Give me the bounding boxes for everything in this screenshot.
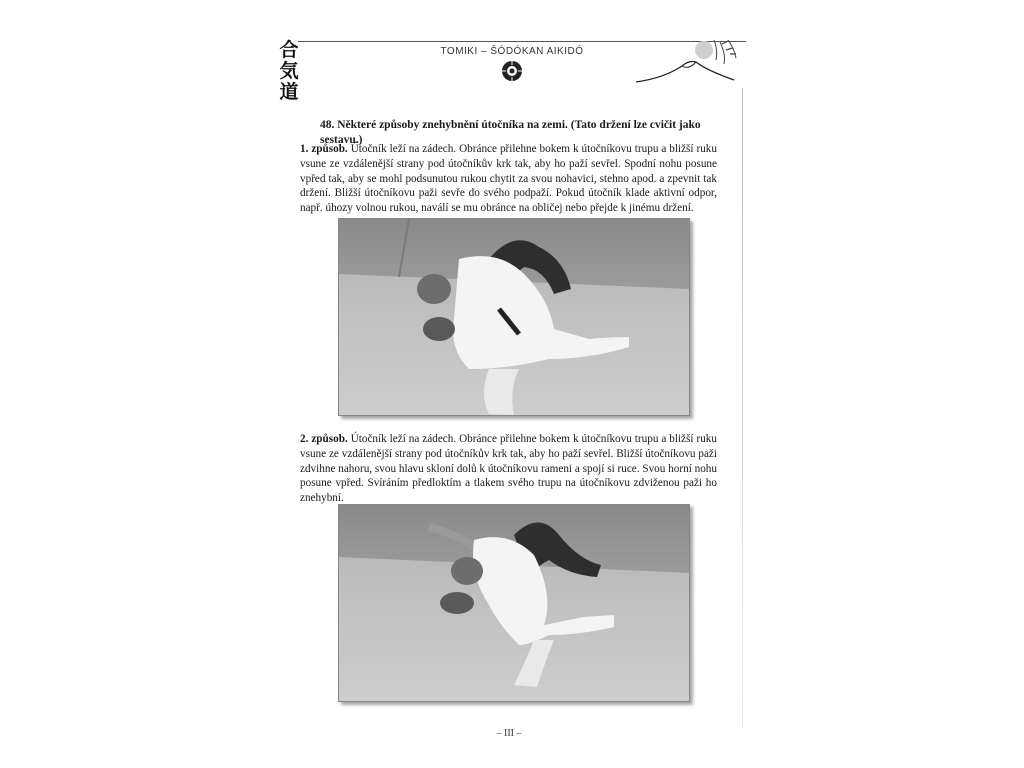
hold-photo-illustration <box>339 219 689 415</box>
method-1-label: 1. způsob. <box>300 143 348 155</box>
method-1-paragraph <box>300 142 717 216</box>
page-edge-rule <box>742 88 743 728</box>
method-2-label: 2. způsob. <box>300 433 348 445</box>
method-2-text: Útočník leží na zádech. Obránce přilehne bokem k útočníkovu trupu a bližší ruku vsune ze vzdálenější strany pod útočníkův krk tak, aby ho paží sevřel. Bližší útočníkovu paži zdvihne nahoru, svou hlavu skloní dolů k útočníkovu rameni a spojí si ruce. Svou horní nohu posune vpřed. Svíráním předloktím a tlakem svého trupu na útočníkovu zdviženou paži ho znehybní. <box>300 433 717 505</box>
technique-photo-1 <box>338 218 690 416</box>
mount-fuji-illustration <box>634 40 746 86</box>
emblem-icon <box>501 60 523 82</box>
aikido-kanji-logo: 合 気 道 <box>279 39 299 103</box>
hold-photo-illustration <box>339 505 689 701</box>
method-2-paragraph <box>300 432 717 506</box>
section-heading: 48. Některé způsoby znehybnění útočníka na zemi. (Tato držení lze cvičit jako sestavu.) <box>320 119 701 146</box>
technique-photo-2 <box>338 504 690 702</box>
document-page <box>272 38 746 744</box>
method-1-text: Útočník leží na zádech. Obránce přilehne bokem k útočníkovu trupu a bližší ruku vsune ze vzdálenější strany pod útočníkův krk tak, aby ho paží sevřel. Spodní nohu posune vpřed tak, aby se mohl podsunutou rukou chytit za svou nohavici, stehno apod. a zpevnit tak držení. Bližší útočníkovu paži sevře do svého podpaží. Pokud útočník klade aktivní odpor, např. úhozy volnou rukou, naválí se mu obránce na obličej nebo přejde k jinému držení. <box>300 143 717 215</box>
running-header-title: TOMIKI – ŠÓDÓKAN AIKIDÓ <box>440 46 584 57</box>
page-number: – III – <box>496 728 522 739</box>
